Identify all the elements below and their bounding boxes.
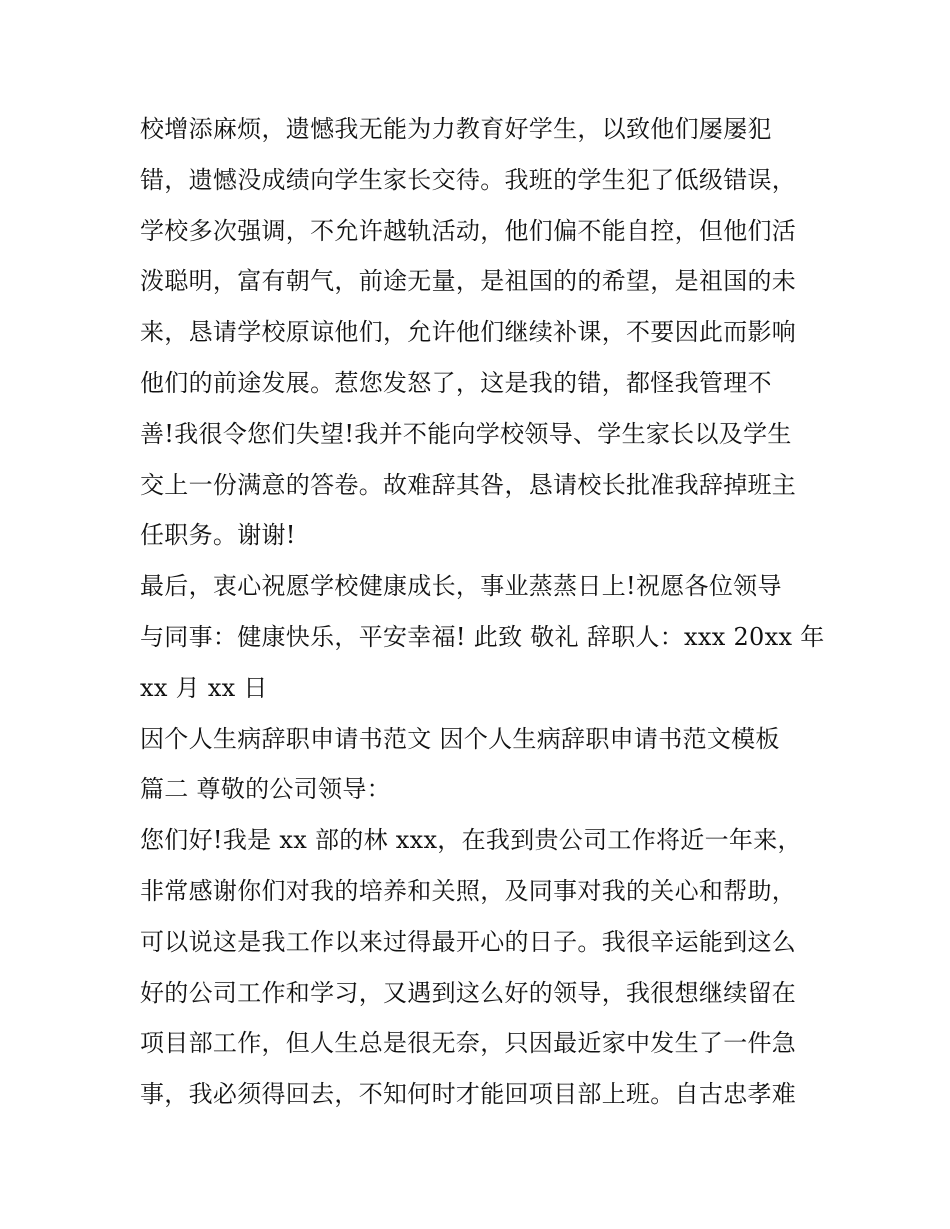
text-line: 交上一份满意的答卷。故难辞其咎，恳请校长批准我辞掉班主 — [140, 470, 797, 499]
text-line: 学校多次强调，不允许越轨活动，他们偏不能自控，但他们活 — [140, 216, 797, 245]
text-line: 最后，衷心祝愿学校健康成长，事业蒸蒸日上!祝愿各位领导 — [140, 572, 782, 601]
text-line: xx 月 xx 日 — [140, 673, 268, 702]
text-line: 项目部工作，但人生总是很无奈，只因最近家中发生了一件急 — [140, 1029, 797, 1058]
text-line: 任职务。谢谢! — [140, 521, 296, 550]
text-line: 可以说这是我工作以来过得最开心的日子。我很辛运能到这么 — [140, 927, 797, 956]
document-body — [140, 104, 825, 1120]
text-line: 错，遗憾没成绩向学生家长交待。我班的学生犯了低级错误， — [140, 165, 797, 194]
text-line: 善!我很令您们失望!我并不能向学校领导、学生家长以及学生 — [140, 419, 792, 448]
text-line: 他们的前途发展。惹您发怒了，这是我的错，都怪我管理不 — [140, 368, 772, 397]
text-line: 泼聪明，富有朝气，前途无量，是祖国的的希望，是祖国的未 — [140, 267, 797, 296]
text-line: 好的公司工作和学习，又遇到这么好的领导，我很想继续留在 — [140, 978, 797, 1007]
text-line: 篇二 尊敬的公司领导： — [140, 775, 391, 804]
text-line: 您们好!我是 xx 部的林 xxx，在我到贵公司工作将近一年来， — [140, 826, 802, 855]
text-line: 校增添麻烦，遗憾我无能为力教育好学生，以致他们屡屡犯 — [140, 115, 772, 143]
text-line: 事，我必须得回去，不知何时才能回项目部上班。自古忠孝难 — [140, 1080, 797, 1109]
text-line: 非常感谢你们对我的培养和关照，及同事对我的关心和帮助， — [140, 876, 797, 905]
text-line: 因个人生病辞职申请书范文 因个人生病辞职申请书范文模板 — [140, 724, 780, 753]
text-line: 来，恳请学校原谅他们，允许他们继续补课，不要因此而影响 — [140, 318, 797, 347]
text-line: 与同事：健康快乐，平安幸福! 此致 敬礼 辞职人：xxx 20xx 年 — [140, 622, 825, 651]
